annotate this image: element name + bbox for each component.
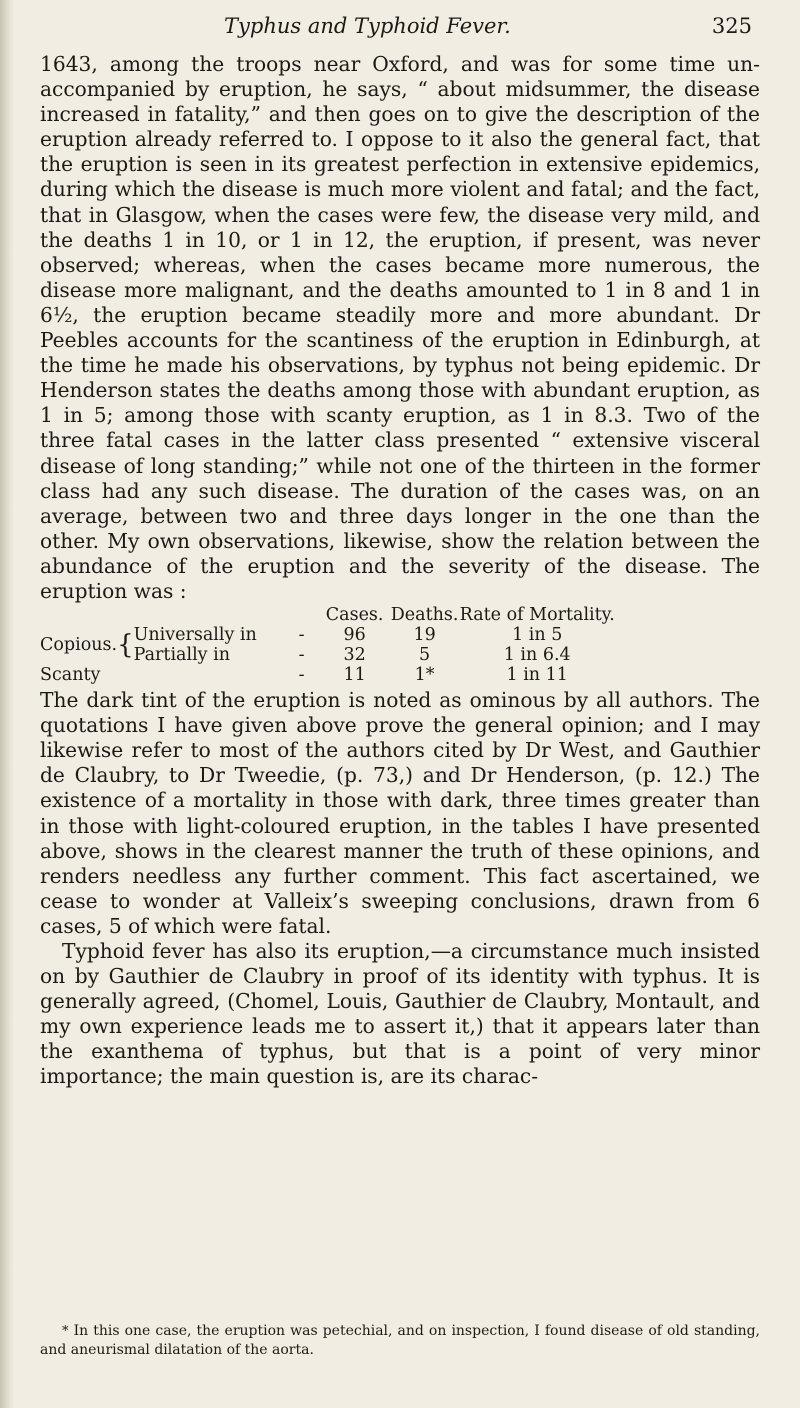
footnote xyxy=(40,1322,760,1359)
row-label: Partially in xyxy=(133,645,230,666)
table-row xyxy=(40,625,615,645)
body-text xyxy=(40,52,760,1090)
footnote-marker: * xyxy=(62,1324,69,1339)
footnote-text: In this one case, the eruption was petechial, and on inspection, I found disease of old standing, and aneurismal dilatation of the aorta. xyxy=(40,1323,761,1358)
row-dash: - xyxy=(298,645,305,666)
row-dash: - xyxy=(298,625,305,646)
page-number: 325 xyxy=(711,14,752,38)
cell-rate: 1 in 5 xyxy=(512,625,563,646)
brace: { xyxy=(117,630,134,661)
header-deaths: Deaths. xyxy=(390,605,459,626)
paragraph-2: The dark tint of the eruption is noted as ominous by all authors. The quotations I have given above prove the general opinion; and I may likewise refer to most of the authors cited by Dr West, and Gauthier de Claubry, to Dr Tweedie, (p. 73,) and Dr Henderson, (p. 12.) The existence of a mortality in those with dark, three times greater than in those with light-coloured eruption, in the tables I have presented above, shows in the clearest manner the truth of these opinions, and renders needless any further comment. This fact ascertained, we cease to wonder at Valleix’s sweeping conclusions, drawn from 6 cases, 5 of which were fatal. xyxy=(40,688,760,938)
cell-rate: 1 in 6.4 xyxy=(503,645,571,666)
cell-rate: 1 in 11 xyxy=(506,665,568,686)
paragraph-3: Typhoid fever has also its eruption,—a circumstance much insisted on by Gauthier de Claubry in proof of its identity with typhus. It is generally agreed, (Chomel, Louis, Gauthier de Claubry, Montault, and my own experience leads me to assert it,) that it appears later than the exanthema of typhus, but that is a point of very minor importance; the main question is, are its charac- xyxy=(40,939,760,1089)
table-header-row xyxy=(40,605,615,625)
cell-deaths: 5 xyxy=(419,645,431,666)
cell-deaths: 1* xyxy=(414,665,435,686)
page-edge xyxy=(0,0,14,1408)
paragraph-1: 1643, among the troops near Oxford, and was for some time un-accompanied by eruption, he says, “ about midsummer, the disease increased in fatality,” and then goes on to give the description of the eruption already referred to. I oppose to it also the general fact, that the eruption is seen in its greatest perfection in extensive epidemics, during which the disease is much more violent and fatal; and the fact, that in Glasgow, when the cases were few, the disease very mild, and the deaths 1 in 10, or 1 in 12, the eruption, if present, was never observed; whereas, when the cases became more numerous, the disease more malignant, and the deaths amounted to 1 in 8 and 1 in 6½, the eruption became steadily more and more abundant. Dr Peebles accounts for the scantiness of the eruption in Edinburgh, at the time he made his observations, by typhus not being epidemic. Dr Henderson states the deaths among those with abundant eruption, as 1 in 5; among those with scanty eruption, as 1 in 8.3. Two of the three fatal cases in the latter class presented “ extensive visceral disease of long standing;” while not one of the thirteen in the former class had any such disease. The duration of the cases was, on an average, between two and three days longer in the one than the other. My own observations, likewise, show the relation between the abundance of the eruption and the severity of the disease. The eruption was : xyxy=(40,52,760,603)
row-label: Scanty xyxy=(40,665,101,686)
group-label-copious: Copious. xyxy=(40,635,118,656)
row-dash: - xyxy=(298,665,305,686)
table-row xyxy=(40,665,615,685)
header-cases: Cases. xyxy=(325,605,384,626)
cell-deaths: 19 xyxy=(413,625,436,646)
header-rate: Rate of Mortality. xyxy=(459,605,615,626)
cell-cases: 96 xyxy=(343,625,366,646)
cell-cases: 11 xyxy=(343,665,366,686)
running-head xyxy=(40,14,760,48)
cell-cases: 32 xyxy=(343,645,366,666)
mortality-table xyxy=(40,605,760,685)
running-title: Typhus and Typhoid Fever. xyxy=(224,14,511,38)
row-label: Universally in xyxy=(133,625,257,646)
